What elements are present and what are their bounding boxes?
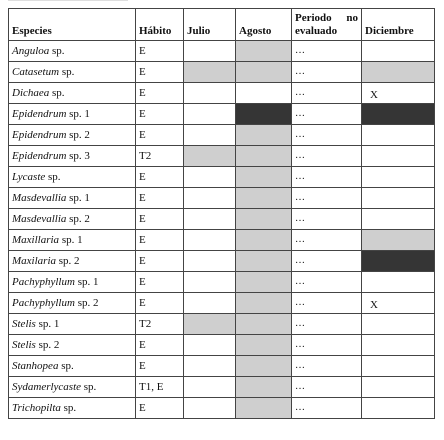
table-row [9, 398, 435, 419]
species-epithet: sp. [58, 359, 74, 372]
periodo-no-evaluado-cell: … [292, 230, 362, 251]
table-row [9, 209, 435, 230]
table-body [9, 41, 435, 419]
table-row [9, 167, 435, 188]
species-name-cell [9, 335, 136, 356]
habit-cell: E [136, 335, 184, 356]
species-name-cell [9, 251, 136, 272]
diciembre-cell [362, 209, 435, 230]
agosto-cell [236, 377, 292, 398]
species-genus: Epidendrum [12, 107, 67, 120]
habit-cell: E [136, 125, 184, 146]
agosto-cell [236, 62, 292, 83]
habit-cell: E [136, 272, 184, 293]
species-name-cell [9, 167, 136, 188]
species-name-cell [9, 230, 136, 251]
species-name-cell [9, 293, 136, 314]
table-row [9, 83, 435, 104]
periodo-no-evaluado-cell: … [292, 41, 362, 62]
periodo-no-evaluado-cell: … [292, 335, 362, 356]
habit-cell: T1, E [136, 377, 184, 398]
agosto-cell [236, 146, 292, 167]
species-epithet: sp. [49, 86, 65, 99]
table-row [9, 335, 435, 356]
table-row [9, 230, 435, 251]
species-genus: Masdevallia [12, 191, 67, 204]
diciembre-cell [362, 356, 435, 377]
species-epithet: sp. [49, 44, 65, 57]
species-epithet: sp. 1 [59, 233, 83, 246]
periodo-no-evaluado-cell: … [292, 314, 362, 335]
species-name-cell [9, 188, 136, 209]
species-name-cell [9, 146, 136, 167]
agosto-cell [236, 293, 292, 314]
agosto-cell [236, 272, 292, 293]
agosto-cell [236, 188, 292, 209]
species-genus: Maxilaria [12, 254, 56, 267]
habit-cell: E [136, 251, 184, 272]
habit-cell: T2 [136, 314, 184, 335]
cropped-caption-remnant [8, 0, 128, 5]
species-genus: Lycaste [12, 170, 46, 183]
diciembre-mark: X [370, 298, 378, 311]
diciembre-cell [362, 62, 435, 83]
periodo-no-evaluado-cell: … [292, 104, 362, 125]
table-row [9, 356, 435, 377]
agosto-cell [236, 83, 292, 104]
julio-cell [184, 356, 236, 377]
agosto-cell [236, 104, 292, 125]
species-epithet: sp. 2 [35, 338, 60, 351]
species-name-cell [9, 356, 136, 377]
periodo-no-evaluado-cell: … [292, 209, 362, 230]
julio-cell [184, 83, 236, 104]
species-name-cell [9, 62, 136, 83]
agosto-cell [236, 230, 292, 251]
habit-cell: E [136, 83, 184, 104]
agosto-cell [236, 167, 292, 188]
diciembre-cell [362, 251, 435, 272]
agosto-cell [236, 335, 292, 356]
species-genus: Maxillaria [12, 233, 60, 246]
julio-cell [184, 188, 236, 209]
species-epithet: sp. 1 [66, 191, 90, 204]
diciembre-cell [362, 398, 435, 419]
species-name-cell [9, 272, 136, 293]
species-genus: Sydamerlycaste [12, 380, 82, 393]
diciembre-cell [362, 230, 435, 251]
diciembre-cell [362, 83, 435, 104]
periodo-no-evaluado-cell: … [292, 293, 362, 314]
diciembre-cell [362, 377, 435, 398]
species-name-cell [9, 83, 136, 104]
species-epithet: sp. [59, 65, 75, 78]
diciembre-cell [362, 104, 435, 125]
header-periodo-no-evaluado [292, 9, 362, 41]
agosto-cell [236, 356, 292, 377]
species-genus: Dichaea [12, 86, 50, 99]
header-evaluado-word: evaluado [295, 25, 338, 37]
agosto-cell [236, 125, 292, 146]
julio-cell [184, 251, 236, 272]
table-row [9, 188, 435, 209]
species-name-cell [9, 314, 136, 335]
species-phenology-table [8, 8, 435, 419]
species-epithet: sp. [81, 380, 97, 393]
species-genus: Stanhopea [12, 359, 59, 372]
agosto-cell [236, 41, 292, 62]
species-genus: Catasetum [12, 65, 60, 78]
periodo-no-evaluado-cell: … [292, 251, 362, 272]
habit-cell: E [136, 188, 184, 209]
diciembre-cell [362, 167, 435, 188]
periodo-no-evaluado-cell: … [292, 272, 362, 293]
table-row [9, 314, 435, 335]
species-name-cell [9, 125, 136, 146]
julio-cell [184, 314, 236, 335]
species-genus: Trichopilta [12, 401, 61, 414]
diciembre-mark: X [370, 88, 378, 101]
table-row [9, 272, 435, 293]
agosto-cell [236, 251, 292, 272]
species-epithet: sp. 1 [66, 107, 90, 120]
table-row [9, 104, 435, 125]
julio-cell [184, 293, 236, 314]
periodo-no-evaluado-cell: … [292, 377, 362, 398]
species-genus: Masdevallia [12, 212, 67, 225]
diciembre-cell [362, 314, 435, 335]
periodo-no-evaluado-cell: … [292, 356, 362, 377]
periodo-no-evaluado-cell: … [292, 167, 362, 188]
header-especies: Especies [9, 9, 136, 41]
habit-cell: E [136, 293, 184, 314]
species-genus: Stelis [12, 317, 36, 330]
habit-cell: E [136, 62, 184, 83]
species-epithet: sp. 1 [35, 317, 60, 330]
table-row [9, 293, 435, 314]
julio-cell [184, 272, 236, 293]
species-epithet: sp. [45, 170, 61, 183]
species-epithet: sp. 2 [74, 296, 99, 309]
diciembre-cell [362, 188, 435, 209]
species-epithet: sp. 2 [66, 128, 90, 141]
species-genus: Pachyphyllum [12, 296, 75, 309]
table-row [9, 251, 435, 272]
species-genus: Epidendrum [12, 149, 67, 162]
header-julio: Julio [184, 9, 236, 41]
periodo-no-evaluado-cell: … [292, 188, 362, 209]
species-epithet: sp. 3 [66, 149, 90, 162]
species-genus: Epidendrum [12, 128, 67, 141]
agosto-cell [236, 209, 292, 230]
species-name-cell [9, 377, 136, 398]
julio-cell [184, 146, 236, 167]
species-epithet: sp. [60, 401, 77, 414]
julio-cell [184, 62, 236, 83]
diciembre-cell [362, 335, 435, 356]
julio-cell [184, 335, 236, 356]
species-name-cell [9, 398, 136, 419]
agosto-cell [236, 314, 292, 335]
species-name-cell [9, 209, 136, 230]
agosto-cell [236, 398, 292, 419]
header-diciembre: Diciembre [362, 9, 435, 41]
header-periodo-word: Periodo [295, 12, 332, 24]
header-habito: Hábito [136, 9, 184, 41]
table-row [9, 377, 435, 398]
periodo-no-evaluado-cell: … [292, 62, 362, 83]
table-row [9, 125, 435, 146]
diciembre-cell [362, 146, 435, 167]
species-epithet: sp. 2 [56, 254, 80, 267]
julio-cell [184, 377, 236, 398]
table-row [9, 62, 435, 83]
habit-cell: E [136, 398, 184, 419]
table-row [9, 41, 435, 62]
julio-cell [184, 125, 236, 146]
species-genus: Pachyphyllum [12, 275, 75, 288]
julio-cell [184, 167, 236, 188]
species-genus: Stelis [12, 338, 36, 351]
species-name-cell [9, 41, 136, 62]
julio-cell [184, 104, 236, 125]
header-row [9, 9, 435, 41]
species-epithet: sp. 2 [66, 212, 90, 225]
species-name-cell [9, 104, 136, 125]
julio-cell [184, 230, 236, 251]
diciembre-cell [362, 272, 435, 293]
periodo-no-evaluado-cell: … [292, 146, 362, 167]
habit-cell: E [136, 356, 184, 377]
habit-cell: E [136, 41, 184, 62]
julio-cell [184, 41, 236, 62]
habit-cell: E [136, 209, 184, 230]
header-no-word: no [346, 12, 358, 24]
julio-cell [184, 209, 236, 230]
habit-cell: E [136, 104, 184, 125]
header-agosto: Agosto [236, 9, 292, 41]
species-epithet: sp. 1 [74, 275, 99, 288]
diciembre-cell [362, 41, 435, 62]
periodo-no-evaluado-cell: … [292, 125, 362, 146]
periodo-no-evaluado-cell: … [292, 398, 362, 419]
periodo-no-evaluado-cell: … [292, 83, 362, 104]
julio-cell [184, 398, 236, 419]
habit-cell: T2 [136, 146, 184, 167]
species-genus: Anguloa [12, 44, 50, 57]
diciembre-cell [362, 125, 435, 146]
habit-cell: E [136, 167, 184, 188]
diciembre-cell [362, 293, 435, 314]
habit-cell: E [136, 230, 184, 251]
table-row [9, 146, 435, 167]
